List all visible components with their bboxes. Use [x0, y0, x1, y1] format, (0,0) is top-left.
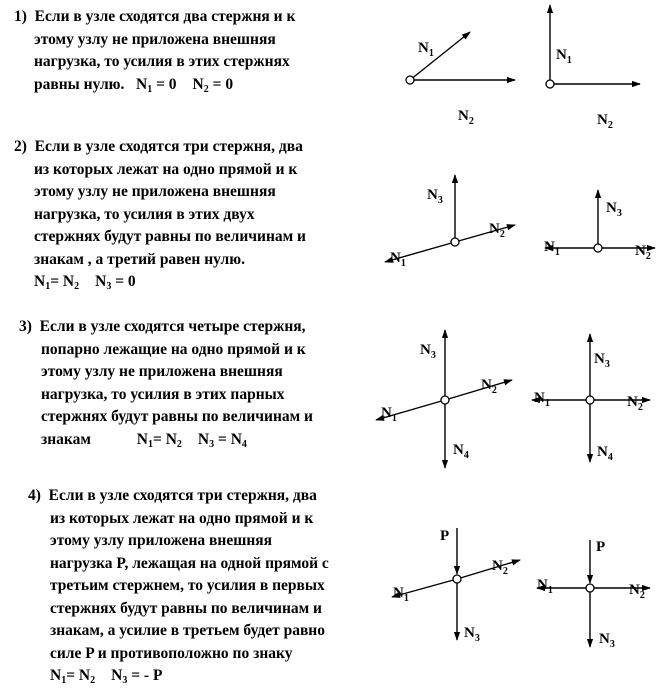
- node-circle: [594, 244, 602, 252]
- diagram-2a: [385, 175, 515, 269]
- rule-4-formula-1: $N_1= N_2$: [50, 667, 96, 686]
- rule-4-line-2: из которых лежат на одно прямой и к: [50, 509, 314, 527]
- label-n1: $N_1$: [556, 47, 572, 66]
- node-circle: [441, 396, 449, 404]
- rule-4-line-3: этому узлу приложена внешняя: [50, 532, 273, 549]
- label-n3: $N_3$: [594, 351, 610, 370]
- rule-1-line-1: 1) Если в узле сходятся два стержня и к: [14, 6, 295, 29]
- rule-1-line-2: этому узлу не приложена внешняя: [34, 30, 276, 48]
- label-n2: $N_2$: [458, 108, 474, 127]
- diagram-4b: [537, 539, 650, 650]
- rule-3-line-4: нагрузка, то усилия в этих парных: [41, 385, 285, 403]
- node-circle: [586, 396, 594, 404]
- label-n2: $N_2$: [629, 582, 645, 601]
- rule-3-line-6: знакам $N_1= N_2$ $N_3 = N_4$: [41, 430, 247, 450]
- diagram-1b: [546, 5, 640, 131]
- label-n3: $N_3$: [464, 625, 480, 644]
- rule-1-formula-1: $N_1 = 0$: [135, 75, 177, 95]
- label-n1: $N_1$: [390, 250, 406, 269]
- node-circle: [453, 575, 461, 583]
- rule-2-line-2: из которых лежат на одно прямой и к: [34, 160, 298, 178]
- diagram-2b: [544, 190, 655, 262]
- rule-3-formula-1: $N_1= N_2$: [136, 430, 182, 450]
- rule-4-line-6: стержнях будут равны по величинам и: [50, 599, 322, 617]
- node-circle: [451, 238, 459, 246]
- label-n1: $N_1$: [393, 585, 409, 604]
- rule-3-formula-2: $N_3 = N_4$: [197, 430, 247, 450]
- rule-3-line-1: 3) Если в узле сходятся четыре стержня,: [19, 316, 313, 339]
- rule-2-formula-2: $N_3 = 0$: [95, 273, 136, 292]
- rule-4-line-7: знакам, а усилие в третьем будет равно: [50, 622, 325, 639]
- rule-3-line-2: попарно лежащие на одно прямой и к: [41, 340, 306, 358]
- rule-3-number: 3): [19, 318, 32, 335]
- label-n2: $N_2$: [481, 377, 497, 396]
- rule-4-line-8: силе P и противоположно по знаку: [50, 644, 293, 662]
- rod-n2-arrow: [457, 560, 520, 579]
- rule-1-number: 1): [14, 8, 27, 25]
- label-n2: $N_2$: [489, 221, 505, 240]
- label-n1: $N_1$: [534, 390, 550, 409]
- diagram-1a: [406, 32, 515, 127]
- label-n1: $N_1$: [544, 239, 560, 258]
- rule-1-formula-2: $N_2 = 0$: [192, 75, 234, 95]
- rule-1-line-3: нагрузка, то усилия в этих стержнях: [34, 53, 290, 70]
- label-n2: $N_2$: [597, 112, 613, 131]
- label-n2: $N_2$: [627, 394, 643, 413]
- label-p: P: [596, 539, 606, 555]
- rule-4-number: 4): [28, 487, 41, 504]
- rule-4-line-4: нагрузка P, лежащая на одной прямой с: [50, 554, 329, 572]
- rule-2-line-6: знакам , а третий равен нулю.: [34, 250, 245, 268]
- label-n1: $N_1$: [537, 577, 553, 596]
- label-n3: $N_3$: [606, 200, 622, 219]
- label-n4: $N_4$: [453, 442, 469, 461]
- label-n3: $N_3$: [420, 342, 436, 361]
- diagram-4a: [392, 528, 520, 644]
- label-n3: $N_3$: [599, 631, 615, 650]
- rule-4-line-1: 4) Если в узле сходятся три стержня, два: [28, 485, 329, 508]
- label-n4: $N_4$: [597, 444, 613, 463]
- node-circle: [406, 76, 414, 84]
- rule-4-formula-2: $N_3$ = - P: [111, 667, 163, 686]
- node-circle: [586, 584, 594, 592]
- label-p: P: [440, 528, 450, 544]
- rule-1-line-4: равны нулю. $N_1 = 0$ $N_2 = 0$: [34, 75, 234, 95]
- rule-4-line-5: третьим стержнем, то усилия в первых: [50, 577, 325, 594]
- diagram-3b: [532, 334, 650, 463]
- rule-2-formula-1: $N_1= N_2$: [34, 273, 80, 292]
- node-circle: [546, 80, 554, 88]
- rule-2-number: 2): [14, 138, 27, 155]
- label-n1: $N_1$: [381, 405, 397, 424]
- rule-2-line-5: стержнях будут равны по величинам и: [34, 228, 306, 245]
- label-n1: $N_1$: [418, 40, 434, 59]
- rule-2-line-4: нагрузка, то усилия в этих двух: [34, 205, 255, 223]
- rod-n2-arrow: [445, 380, 512, 400]
- diagram-3a: [376, 330, 512, 468]
- rule-3-line-5: стержнях будут равны по величинам и: [41, 408, 313, 425]
- label-n2: $N_2$: [635, 243, 651, 262]
- label-n2: $N_2$: [492, 558, 508, 577]
- rule-2-line-1: 2) Если в узле сходятся три стержня, два: [14, 136, 306, 159]
- rod-n2-arrow: [455, 225, 515, 242]
- label-n3: $N_3$: [427, 187, 443, 206]
- rule-3-line-3: этому узлу не приложена внешняя: [41, 363, 283, 380]
- rule-2-line-3: этому узлу не приложена внешняя: [34, 183, 276, 200]
